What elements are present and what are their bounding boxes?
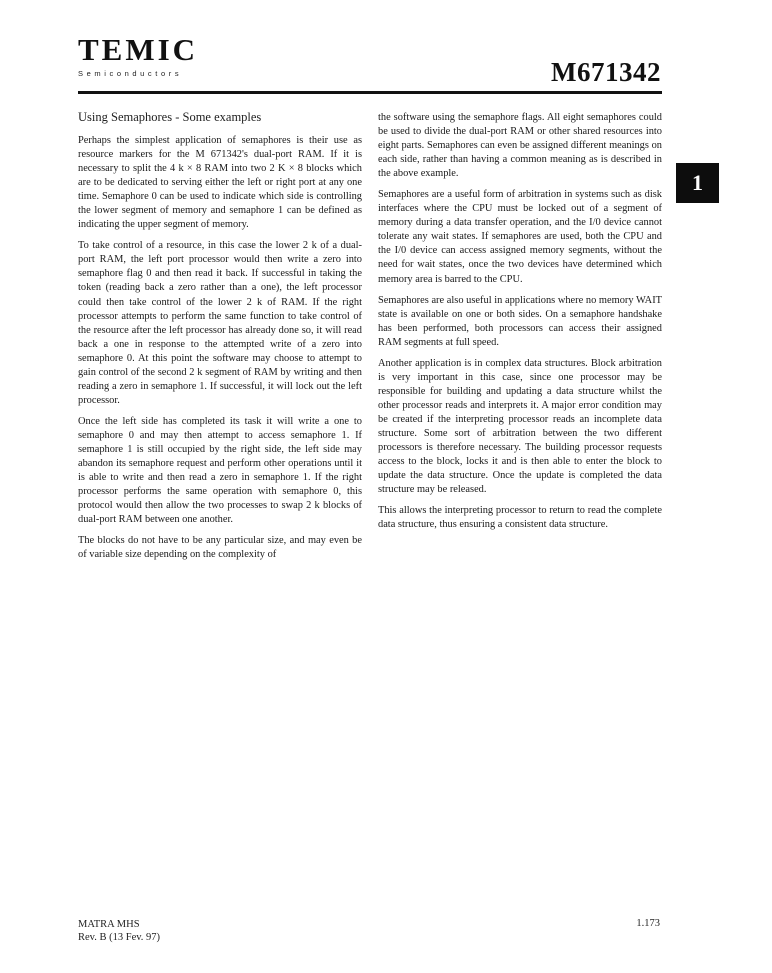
footer-revision: Rev. B (13 Fev. 97) [78,932,161,943]
paragraph: Perhaps the simplest application of semaphores is their use as resource markers for the M 671342's dual-port RAM. If it is necessary to split the 4 k × 8 RAM into two 2 K × 8 blocks which are to be dedicated to serving either the left or right port at any one time. Semaphore 0 can be used to indicate which side is controlling the lower segment of memory and semaphore 1 can be defined as indicating the upper segment of memory. [78,135,362,231]
part-number: M671342 [551,57,661,87]
header-rule [78,91,662,94]
right-column [378,111,662,539]
logo-subtext: Semiconductors [78,69,183,78]
chapter-tab: 1 [676,163,719,203]
paragraph: Once the left side has completed its task it will write a one to semaphore 0 and may then attempt to access semaphore 1. If semaphore 1 is still occupied by the right side, the left side may abandon its semaphore request and perform other operations until it is able to write and then read a zero in semaphore 1. If the right processor performs the same operation with semaphore 0, this protocol would then allow the two processes to swap 2 k blocks of dual-port RAM between one another. [78,415,362,526]
left-column [78,110,362,569]
paragraph: The blocks do not have to be any particular size, and may even be of variable size depending on the complexity of [78,535,362,561]
paragraph: To take control of a resource, in this case the lower 2 k of a dual-port RAM, the left port processor would then write a zero into semaphore flag 0 and then read it back. If successful in taking the token (reading back a zero rather than a one), the left processor could then take control of the lower 2 k of RAM. If the right processor attempts to perform the same function to take control of the resource after the left processor has already done so, it will read back a one in response to the attempted write of a zero into semaphore 0. At this point the software may choose to attempt to gain control of the second 2 k segment of RAM by writing and then reading a zero in semaphore 1. If successful, it will lock out the left processor. [78,240,362,406]
paragraph: the software using the semaphore flags. All eight semaphores could be used to divide the dual-port RAM or other shared resources into eight parts. Semaphores can even be assigned different meanings on each side, rather than having a common meaning as is described in the above example. [378,112,662,180]
page-number: 1.173 [636,918,660,929]
section-heading: Using Semaphores - Some examples [78,110,262,124]
temic-logo [78,34,198,78]
paragraph: This allows the interpreting processor to return to read the complete data structure, thus ensuring a consistent data structure. [378,505,662,531]
paragraph: Another application is in complex data structures. Block arbitration is very important in this case, since one processor may be responsible for building and updating a data structure whilst the other processor reads and interprets it. A major error condition may be created if the interpreting processor reads an incomplete data structure. Some sort of arbitration between the two different processors is therefore necessary. The building processor requests access to the block, locks it and is then able to enter the block to update the data structure. Once the update is completed the data structure may be released. [378,357,662,496]
paragraph: Semaphores are a useful form of arbitration in systems such as disk interfaces where the CPU must be locked out of a segment of memory during a data transfer operation, and the I/0 device cannot tolerate any wait states. If semaphores are used, both the CPU and the I/0 device can access assigned memory segments, without the need for wait states, once the two devices have determined which memory area is barred to the CPU. [378,189,662,285]
logo-wordmark: TEMIC [78,32,199,67]
footer-company: MATRA MHS [78,919,140,930]
footer-left [78,918,160,944]
paragraph: Semaphores are also useful in applications where no memory WAIT state is available on one or both sides. On a semaphore handshake has been performed, both processors can access their assigned RAM segments at full speed. [378,294,662,348]
